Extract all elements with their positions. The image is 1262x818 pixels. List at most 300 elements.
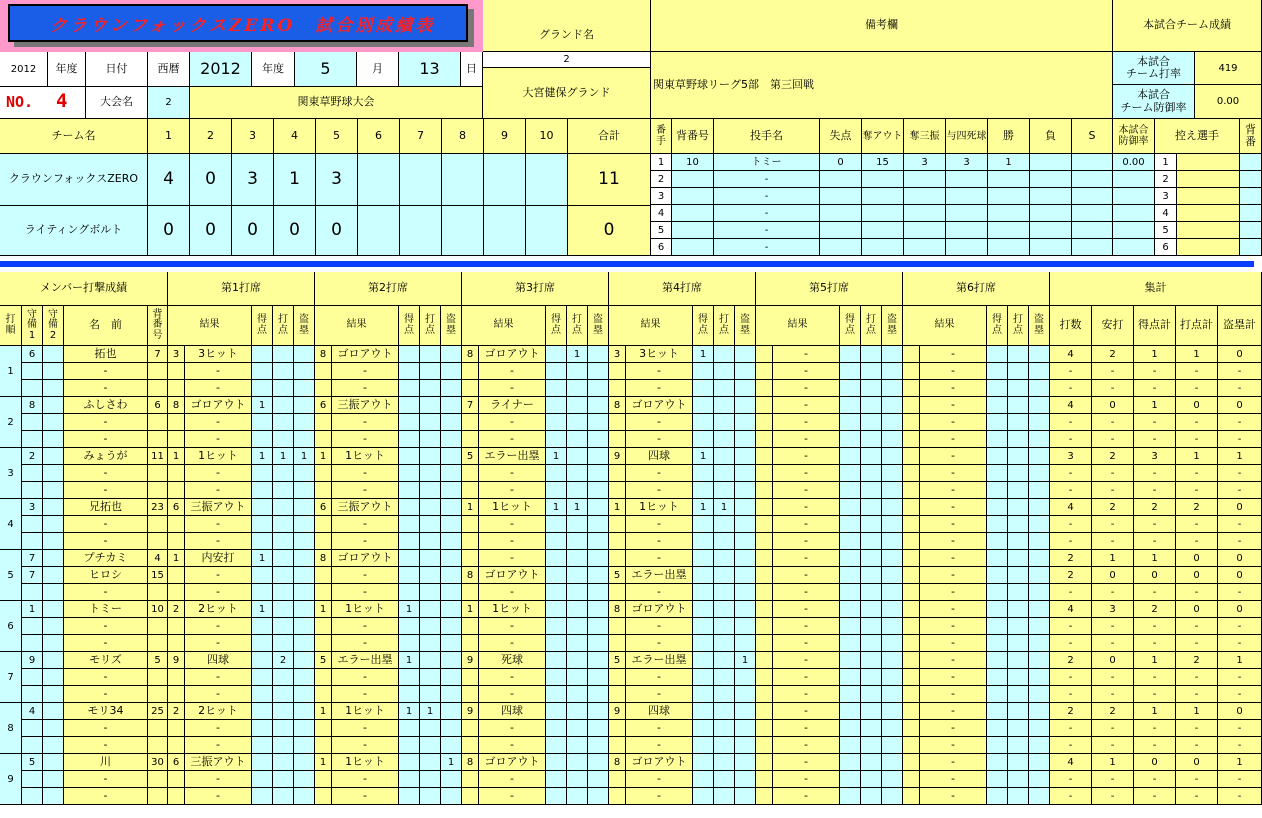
position1-cell[interactable]: 4 — [22, 703, 43, 720]
at-bat-steal[interactable] — [882, 771, 903, 788]
at-bat-result[interactable]: - — [185, 465, 252, 482]
at-bat-result[interactable]: ゴロアウト — [626, 601, 693, 618]
player-name[interactable]: みょうが — [64, 448, 148, 465]
at-bat-rbi[interactable] — [714, 380, 735, 397]
at-bat-rbi[interactable] — [567, 618, 588, 635]
at-bat-steal[interactable] — [882, 397, 903, 414]
at-bat-run[interactable] — [987, 448, 1008, 465]
at-bat-steal[interactable] — [735, 669, 756, 686]
at-bat-position[interactable] — [903, 703, 920, 720]
at-bat-steal[interactable] — [1029, 618, 1050, 635]
at-bat-rbi[interactable] — [714, 363, 735, 380]
at-bat-rbi[interactable] — [273, 414, 294, 431]
at-bat-result[interactable]: - — [185, 482, 252, 499]
at-bat-steal[interactable] — [588, 533, 609, 550]
at-bat-position[interactable] — [756, 533, 773, 550]
at-bat-rbi[interactable] — [861, 618, 882, 635]
at-bat-position[interactable] — [756, 788, 773, 805]
at-bat-rbi[interactable] — [273, 771, 294, 788]
at-bat-run[interactable] — [252, 788, 273, 805]
player-name[interactable]: - — [64, 618, 148, 635]
position1-cell[interactable]: 7 — [22, 567, 43, 584]
inning-score[interactable]: 0 — [316, 206, 358, 256]
at-bat-steal[interactable] — [735, 635, 756, 652]
at-bat-result[interactable]: 3ヒット — [185, 346, 252, 363]
position1-cell[interactable] — [22, 482, 43, 499]
at-bat-rbi[interactable] — [567, 550, 588, 567]
at-bat-rbi[interactable] — [861, 431, 882, 448]
at-bat-steal[interactable] — [294, 380, 315, 397]
at-bat-steal[interactable] — [588, 686, 609, 703]
pitching-s-cell[interactable] — [1072, 188, 1113, 205]
at-bat-result[interactable]: 三振アウト — [185, 754, 252, 771]
at-bat-position[interactable] — [903, 584, 920, 601]
inning-score[interactable]: 0 — [190, 154, 232, 206]
position1-cell[interactable]: 7 — [22, 550, 43, 567]
at-bat-steal[interactable] — [1029, 448, 1050, 465]
at-bat-position[interactable]: 1 — [315, 703, 332, 720]
at-bat-result[interactable]: - — [479, 516, 546, 533]
at-bat-steal[interactable] — [1029, 737, 1050, 754]
player-name[interactable]: - — [64, 465, 148, 482]
at-bat-result[interactable]: - — [920, 567, 987, 584]
at-bat-run[interactable] — [546, 516, 567, 533]
at-bat-run[interactable] — [987, 567, 1008, 584]
at-bat-steal[interactable] — [1029, 635, 1050, 652]
at-bat-position[interactable]: 8 — [315, 346, 332, 363]
at-bat-rbi[interactable] — [1008, 737, 1029, 754]
at-bat-run[interactable] — [546, 720, 567, 737]
subs-number-cell[interactable] — [1240, 239, 1262, 256]
pitching-name-cell[interactable]: - — [714, 239, 820, 256]
at-bat-rbi[interactable] — [861, 669, 882, 686]
at-bat-steal[interactable] — [588, 754, 609, 771]
at-bat-run[interactable] — [840, 499, 861, 516]
at-bat-steal[interactable] — [882, 499, 903, 516]
at-bat-position[interactable]: 1 — [462, 499, 479, 516]
at-bat-run[interactable] — [693, 669, 714, 686]
pitching-bb-cell[interactable] — [946, 188, 988, 205]
at-bat-result[interactable]: - — [773, 414, 840, 431]
at-bat-run[interactable]: 1 — [399, 601, 420, 618]
at-bat-run[interactable] — [840, 737, 861, 754]
at-bat-position[interactable] — [903, 788, 920, 805]
at-bat-position[interactable] — [903, 533, 920, 550]
player-name[interactable]: - — [64, 363, 148, 380]
at-bat-steal[interactable] — [441, 363, 462, 380]
at-bat-position[interactable] — [903, 567, 920, 584]
at-bat-run[interactable] — [252, 686, 273, 703]
at-bat-result[interactable]: - — [479, 737, 546, 754]
at-bat-result[interactable]: 三振アウト — [185, 499, 252, 516]
at-bat-position[interactable] — [903, 363, 920, 380]
at-bat-result[interactable]: ゴロアウト — [332, 550, 399, 567]
at-bat-result[interactable]: - — [626, 516, 693, 533]
at-bat-result[interactable]: - — [332, 380, 399, 397]
at-bat-position[interactable]: 8 — [315, 550, 332, 567]
at-bat-position[interactable] — [903, 686, 920, 703]
pitching-r-cell[interactable] — [820, 239, 862, 256]
at-bat-steal[interactable] — [735, 397, 756, 414]
at-bat-steal[interactable] — [1029, 788, 1050, 805]
at-bat-result[interactable]: - — [332, 482, 399, 499]
at-bat-steal[interactable] — [294, 482, 315, 499]
at-bat-rbi[interactable] — [1008, 703, 1029, 720]
at-bat-run[interactable] — [252, 618, 273, 635]
at-bat-position[interactable] — [609, 584, 626, 601]
at-bat-steal[interactable] — [882, 448, 903, 465]
at-bat-result[interactable]: - — [773, 618, 840, 635]
pitching-l-cell[interactable] — [1030, 154, 1072, 171]
at-bat-position[interactable] — [756, 567, 773, 584]
at-bat-steal[interactable] — [588, 516, 609, 533]
at-bat-run[interactable] — [399, 516, 420, 533]
position2-cell[interactable] — [43, 652, 64, 669]
at-bat-steal[interactable] — [1029, 363, 1050, 380]
at-bat-position[interactable] — [609, 414, 626, 431]
at-bat-result[interactable]: - — [479, 788, 546, 805]
at-bat-steal[interactable] — [441, 516, 462, 533]
at-bat-steal[interactable] — [588, 499, 609, 516]
at-bat-result[interactable]: - — [185, 635, 252, 652]
notes-value[interactable]: 関東草野球リーグ5部 第三回戦 — [651, 52, 1113, 119]
position1-cell[interactable]: 2 — [22, 448, 43, 465]
at-bat-position[interactable]: 5 — [609, 652, 626, 669]
player-name[interactable]: モリ34 — [64, 703, 148, 720]
at-bat-rbi[interactable] — [714, 448, 735, 465]
at-bat-rbi[interactable] — [567, 601, 588, 618]
at-bat-run[interactable] — [252, 431, 273, 448]
at-bat-result[interactable]: - — [185, 431, 252, 448]
at-bat-run[interactable] — [546, 771, 567, 788]
position2-cell[interactable] — [43, 380, 64, 397]
at-bat-result[interactable]: - — [920, 363, 987, 380]
inning-score[interactable] — [442, 206, 484, 256]
at-bat-run[interactable] — [840, 720, 861, 737]
at-bat-position[interactable] — [903, 499, 920, 516]
at-bat-result[interactable]: - — [920, 516, 987, 533]
at-bat-position[interactable] — [756, 465, 773, 482]
at-bat-result[interactable]: - — [626, 414, 693, 431]
at-bat-position[interactable] — [903, 516, 920, 533]
at-bat-steal[interactable] — [735, 720, 756, 737]
at-bat-steal[interactable] — [735, 737, 756, 754]
at-bat-steal[interactable] — [1029, 652, 1050, 669]
pitching-no-cell[interactable]: 10 — [672, 154, 714, 171]
at-bat-position[interactable] — [462, 363, 479, 380]
at-bat-position[interactable] — [903, 431, 920, 448]
at-bat-run[interactable] — [399, 431, 420, 448]
at-bat-steal[interactable] — [441, 720, 462, 737]
at-bat-run[interactable] — [399, 567, 420, 584]
inning-score[interactable]: 3 — [316, 154, 358, 206]
at-bat-position[interactable] — [315, 737, 332, 754]
player-name[interactable]: - — [64, 482, 148, 499]
at-bat-run[interactable] — [252, 754, 273, 771]
pitching-bb-cell[interactable]: 3 — [946, 154, 988, 171]
at-bat-steal[interactable] — [882, 601, 903, 618]
at-bat-steal[interactable] — [735, 516, 756, 533]
at-bat-steal[interactable] — [441, 771, 462, 788]
at-bat-result[interactable]: - — [479, 635, 546, 652]
player-name[interactable]: - — [64, 669, 148, 686]
at-bat-steal[interactable] — [294, 686, 315, 703]
position1-cell[interactable] — [22, 720, 43, 737]
at-bat-position[interactable] — [609, 482, 626, 499]
at-bat-position[interactable] — [168, 482, 185, 499]
at-bat-run[interactable] — [252, 567, 273, 584]
position2-cell[interactable] — [43, 346, 64, 363]
at-bat-result[interactable]: 内安打 — [185, 550, 252, 567]
pitching-era-cell[interactable] — [1113, 171, 1155, 188]
subs-name-cell[interactable] — [1177, 239, 1240, 256]
at-bat-run[interactable] — [987, 669, 1008, 686]
at-bat-rbi[interactable] — [1008, 686, 1029, 703]
at-bat-result[interactable]: - — [479, 771, 546, 788]
position2-cell[interactable] — [43, 686, 64, 703]
at-bat-position[interactable]: 8 — [609, 754, 626, 771]
at-bat-run[interactable] — [546, 567, 567, 584]
at-bat-result[interactable]: - — [773, 635, 840, 652]
at-bat-rbi[interactable] — [273, 754, 294, 771]
at-bat-position[interactable]: 6 — [168, 499, 185, 516]
at-bat-result[interactable]: - — [332, 584, 399, 601]
at-bat-result[interactable]: - — [920, 686, 987, 703]
player-name[interactable]: 兄拓也 — [64, 499, 148, 516]
at-bat-result[interactable]: - — [773, 567, 840, 584]
at-bat-run[interactable] — [840, 346, 861, 363]
position1-cell[interactable] — [22, 533, 43, 550]
at-bat-run[interactable] — [399, 686, 420, 703]
at-bat-steal[interactable] — [441, 737, 462, 754]
at-bat-result[interactable]: - — [920, 737, 987, 754]
pitching-no-cell[interactable] — [672, 205, 714, 222]
at-bat-position[interactable] — [903, 635, 920, 652]
at-bat-rbi[interactable] — [1008, 346, 1029, 363]
at-bat-result[interactable]: 四球 — [479, 703, 546, 720]
at-bat-run[interactable] — [546, 754, 567, 771]
at-bat-rbi[interactable] — [273, 550, 294, 567]
at-bat-position[interactable]: 3 — [609, 346, 626, 363]
at-bat-steal[interactable] — [882, 754, 903, 771]
at-bat-run[interactable] — [399, 380, 420, 397]
at-bat-result[interactable]: - — [185, 414, 252, 431]
at-bat-steal[interactable] — [441, 499, 462, 516]
at-bat-rbi[interactable] — [1008, 499, 1029, 516]
at-bat-position[interactable] — [315, 618, 332, 635]
at-bat-run[interactable] — [693, 754, 714, 771]
at-bat-run[interactable] — [693, 618, 714, 635]
at-bat-position[interactable] — [315, 482, 332, 499]
at-bat-steal[interactable] — [441, 669, 462, 686]
at-bat-run[interactable] — [987, 686, 1008, 703]
at-bat-run[interactable] — [252, 703, 273, 720]
at-bat-steal[interactable] — [588, 737, 609, 754]
subs-number-cell[interactable] — [1240, 205, 1262, 222]
at-bat-rbi[interactable] — [861, 533, 882, 550]
at-bat-result[interactable]: - — [626, 618, 693, 635]
at-bat-result[interactable]: - — [479, 618, 546, 635]
at-bat-rbi[interactable] — [273, 703, 294, 720]
player-name[interactable]: プチカミ — [64, 550, 148, 567]
at-bat-result[interactable]: - — [920, 414, 987, 431]
at-bat-run[interactable] — [546, 482, 567, 499]
at-bat-run[interactable] — [840, 431, 861, 448]
at-bat-position[interactable]: 9 — [462, 652, 479, 669]
at-bat-rbi[interactable] — [567, 414, 588, 431]
pitching-l-cell[interactable] — [1030, 239, 1072, 256]
at-bat-position[interactable]: 5 — [315, 652, 332, 669]
at-bat-result[interactable]: - — [920, 482, 987, 499]
at-bat-rbi[interactable] — [714, 635, 735, 652]
at-bat-run[interactable] — [252, 737, 273, 754]
at-bat-rbi[interactable] — [861, 686, 882, 703]
at-bat-position[interactable] — [756, 703, 773, 720]
at-bat-run[interactable] — [987, 346, 1008, 363]
player-name[interactable]: - — [64, 686, 148, 703]
at-bat-result[interactable]: 2ヒット — [185, 601, 252, 618]
position1-cell[interactable] — [22, 431, 43, 448]
at-bat-steal[interactable] — [294, 703, 315, 720]
at-bat-steal[interactable] — [441, 584, 462, 601]
pitching-bb-cell[interactable] — [946, 171, 988, 188]
at-bat-steal[interactable] — [882, 703, 903, 720]
at-bat-position[interactable] — [609, 788, 626, 805]
at-bat-steal[interactable] — [735, 703, 756, 720]
at-bat-steal[interactable] — [882, 669, 903, 686]
at-bat-run[interactable] — [987, 601, 1008, 618]
at-bat-position[interactable] — [903, 737, 920, 754]
pitching-w-cell[interactable] — [988, 222, 1030, 239]
at-bat-run[interactable] — [546, 465, 567, 482]
at-bat-rbi[interactable] — [861, 499, 882, 516]
at-bat-rbi[interactable] — [420, 635, 441, 652]
position2-cell[interactable] — [43, 771, 64, 788]
at-bat-rbi[interactable] — [861, 601, 882, 618]
pitching-s-cell[interactable] — [1072, 239, 1113, 256]
at-bat-rbi[interactable] — [861, 550, 882, 567]
at-bat-steal[interactable] — [1029, 465, 1050, 482]
at-bat-position[interactable]: 5 — [462, 448, 479, 465]
at-bat-run[interactable] — [987, 465, 1008, 482]
at-bat-run[interactable] — [840, 788, 861, 805]
at-bat-run[interactable] — [546, 431, 567, 448]
at-bat-run[interactable] — [693, 397, 714, 414]
at-bat-rbi[interactable] — [714, 737, 735, 754]
pitching-outs-cell[interactable]: 15 — [862, 154, 904, 171]
at-bat-position[interactable] — [903, 601, 920, 618]
at-bat-position[interactable] — [756, 686, 773, 703]
at-bat-result[interactable]: エラー出塁 — [479, 448, 546, 465]
at-bat-steal[interactable] — [735, 482, 756, 499]
player-name[interactable]: ヒロシ — [64, 567, 148, 584]
at-bat-result[interactable]: - — [773, 788, 840, 805]
at-bat-steal[interactable] — [441, 550, 462, 567]
at-bat-result[interactable]: - — [479, 431, 546, 448]
at-bat-run[interactable] — [252, 720, 273, 737]
at-bat-result[interactable]: - — [626, 788, 693, 805]
pitching-name-cell[interactable]: - — [714, 222, 820, 239]
tournament-name[interactable]: 関東草野球大会 — [190, 87, 483, 119]
at-bat-rbi[interactable] — [1008, 754, 1029, 771]
at-bat-run[interactable] — [840, 397, 861, 414]
position1-cell[interactable]: 5 — [22, 754, 43, 771]
at-bat-result[interactable]: 1ヒット — [626, 499, 693, 516]
at-bat-result[interactable]: - — [773, 465, 840, 482]
at-bat-run[interactable] — [693, 533, 714, 550]
at-bat-rbi[interactable] — [714, 754, 735, 771]
position2-cell[interactable] — [43, 397, 64, 414]
at-bat-run[interactable] — [840, 550, 861, 567]
at-bat-steal[interactable] — [294, 465, 315, 482]
at-bat-position[interactable] — [168, 414, 185, 431]
at-bat-position[interactable] — [315, 720, 332, 737]
ground-name[interactable]: 大宮健保グランド — [483, 68, 651, 119]
at-bat-position[interactable] — [168, 567, 185, 584]
at-bat-steal[interactable] — [735, 686, 756, 703]
at-bat-position[interactable] — [315, 414, 332, 431]
at-bat-run[interactable] — [840, 465, 861, 482]
at-bat-run[interactable] — [252, 380, 273, 397]
at-bat-rbi[interactable] — [567, 533, 588, 550]
at-bat-result[interactable]: - — [920, 669, 987, 686]
at-bat-result[interactable]: 死球 — [479, 652, 546, 669]
at-bat-rbi[interactable] — [714, 601, 735, 618]
at-bat-position[interactable] — [609, 550, 626, 567]
at-bat-rbi[interactable] — [567, 516, 588, 533]
at-bat-position[interactable] — [609, 618, 626, 635]
position1-cell[interactable]: 8 — [22, 397, 43, 414]
pitching-no-cell[interactable] — [672, 222, 714, 239]
at-bat-run[interactable] — [546, 652, 567, 669]
at-bat-rbi[interactable] — [567, 686, 588, 703]
at-bat-position[interactable] — [315, 567, 332, 584]
at-bat-rbi[interactable] — [420, 567, 441, 584]
at-bat-result[interactable]: 3ヒット — [626, 346, 693, 363]
at-bat-run[interactable] — [987, 754, 1008, 771]
at-bat-run[interactable] — [399, 788, 420, 805]
at-bat-run[interactable]: 1 — [546, 448, 567, 465]
at-bat-steal[interactable] — [588, 414, 609, 431]
at-bat-result[interactable]: 三振アウト — [332, 499, 399, 516]
position2-cell[interactable] — [43, 482, 64, 499]
at-bat-run[interactable] — [987, 550, 1008, 567]
at-bat-steal[interactable] — [1029, 431, 1050, 448]
at-bat-rbi[interactable] — [861, 397, 882, 414]
at-bat-steal[interactable] — [735, 380, 756, 397]
subs-number-cell[interactable] — [1240, 154, 1262, 171]
inning-score[interactable]: 0 — [190, 206, 232, 256]
position2-cell[interactable] — [43, 754, 64, 771]
at-bat-run[interactable] — [840, 380, 861, 397]
at-bat-run[interactable] — [693, 363, 714, 380]
at-bat-run[interactable] — [252, 584, 273, 601]
at-bat-position[interactable] — [168, 788, 185, 805]
at-bat-result[interactable]: - — [773, 771, 840, 788]
at-bat-steal[interactable] — [882, 346, 903, 363]
at-bat-rbi[interactable] — [714, 703, 735, 720]
at-bat-position[interactable] — [462, 516, 479, 533]
at-bat-position[interactable] — [756, 448, 773, 465]
at-bat-result[interactable]: - — [920, 550, 987, 567]
at-bat-steal[interactable] — [588, 771, 609, 788]
at-bat-result[interactable]: - — [626, 669, 693, 686]
at-bat-run[interactable] — [987, 618, 1008, 635]
at-bat-run[interactable] — [840, 618, 861, 635]
at-bat-rbi[interactable] — [567, 771, 588, 788]
at-bat-position[interactable]: 8 — [462, 567, 479, 584]
at-bat-position[interactable] — [462, 669, 479, 686]
